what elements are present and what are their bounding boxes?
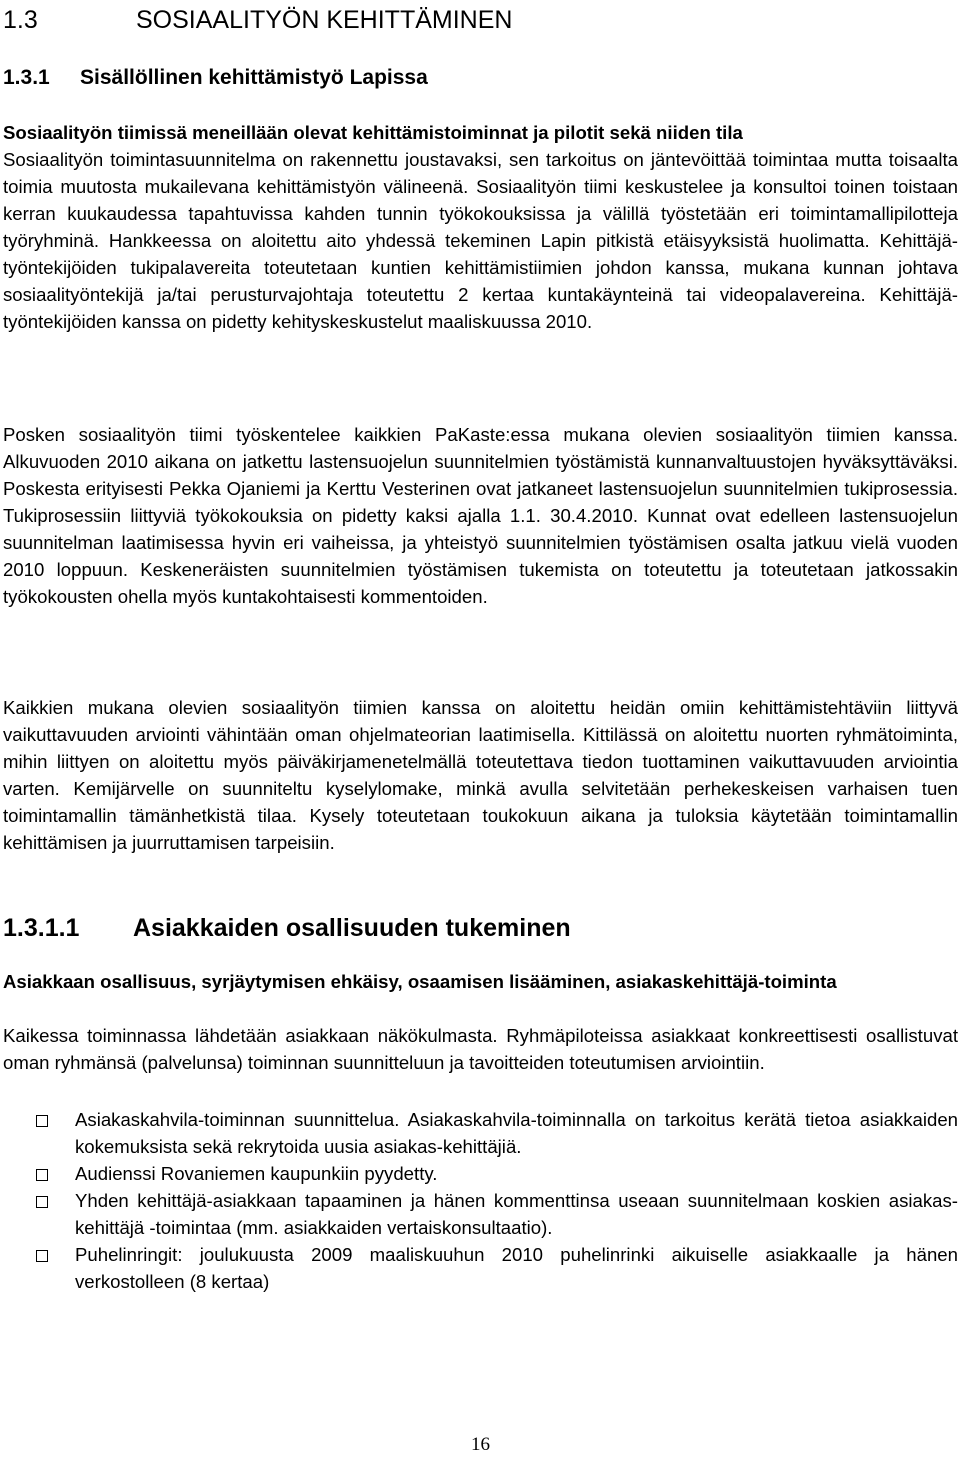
subsubsection-number: 1.3.1.1 [3,914,80,942]
square-bullet-icon [36,1250,48,1262]
list-item-text: Puhelinringit: joulukuusta 2009 maaliskuuhun 2010 puhelinrinki aikuiselle asiakkaalle ja hänen verkostolleen (8 kertaa) [75,1244,958,1292]
subsection-number: 1.3.1 [3,66,50,89]
list-item [3,1106,958,1160]
bold-subheading: Asiakkaan osallisuus, syrjäytymisen ehkäisy, osaamisen lisääminen, asiakaskehittäjä-toiminta [3,971,837,992]
list-item [3,1241,958,1295]
list-item [3,1187,958,1241]
section-heading [3,4,512,36]
paragraph-1-body: Sosiaalityön toimintasuunnitelma on rakennettu joustavaksi, sen tarkoitus on jäntevöittää toimintaa mutta toisaalta toimia muutosta mukailevana kehittämistyön välineenä. Sosiaalityön tiimi keskustelee ja konsultoi toinen toistaan kerran kuukaudessa tapahtuvissa kahden tunnin työkokouksissa ja välillä työstetään eri toimintamallipilotteja työryhminä. Hankkeessa on aloitettu aito yhdessä tekeminen Lapin pitkistä etäisyyksistä huolimatta. Kehittäjä-työntekijöiden tukipalavereita toteutetaan kuntien kehittämistiimien johdon kanssa, mukana kunnan johtava sosiaalityöntekijä ja/tai perusturvajohtaja toteutettu 2 kertaa kuntakäynteinä tai videopalavereina. Kehittäjä-työntekijöiden kanssa on pidetty kehityskeskustelut maaliskuussa 2010. [3,149,958,332]
bullet-list [3,1106,958,1295]
list-item-text: Asiakaskahvila-toiminnan suunnittelua. Asiakaskahvila-toiminnalla on tarkoitus kerätä tietoa asiakkaiden kokemuksista sekä rekrytoida uusia asiakas-kehittäjiä. [75,1109,958,1157]
paragraph-1 [3,119,958,335]
square-bullet-icon [36,1169,48,1181]
page-number: 16 [471,1434,490,1455]
subsection-heading [3,64,428,92]
section-title: SOSIAALITYÖN KEHITTÄMINEN [136,6,513,34]
square-bullet-icon [36,1196,48,1208]
list-item-text: Audienssi Rovaniemen kaupunkiin pyydetty. [75,1163,438,1184]
subsubsection-title: Asiakkaiden osallisuuden tukeminen [133,914,571,942]
paragraph-3: Kaikkien mukana olevien sosiaalityön tiimien kanssa on aloitettu heidän omiin kehittämistehtäviin liittyvä vaikuttavuuden arviointi vähintään oman ohjelmateorian laatimisella. Kittilässä on aloitettu nuorten ryhmätoiminta, mihin liittyen on aloitettu myös päiväkirjamenetelmällä toteutettava tiedon tuottaminen vaikuttavuuden arviointia varten. Kemijärvelle on suunniteltu kyselylomake, minkä avulla selvitetään perhekeskeisen varhaisen tuen toimintamallin tämänhetkistä tilaa. Kysely toteutetaan toukokuun aikana ja tuloksia käytetään toimintamallin kehittämisen ja juurruttamisen tarpeisiin. [3,697,958,853]
paragraph-1-lead: Sosiaalityön tiimissä meneillään olevat kehittämistoiminnat ja pilotit sekä niiden tila [3,122,743,143]
list-item [3,1160,958,1187]
subsection-title: Sisällöllinen kehittämistyö Lapissa [80,66,428,89]
section-number: 1.3 [3,6,38,34]
subsubsection-heading [3,912,571,944]
list-item-text: Yhden kehittäjä-asiakkaan tapaaminen ja hänen kommenttinsa useaan suunnitelmaan koskien asiakas-kehittäjä -toimintaa (mm. asiakkaiden vertaiskonsultaatio). [75,1190,958,1238]
paragraph-2: Posken sosiaalityön tiimi työskentelee kaikkien PaKaste:essa mukana olevien sosiaalityön tiimien kanssa. Alkuvuoden 2010 aikana on jatkettu lastensuojelun suunnitelmien työstämistä kunnanvaltuustojen hyväksyttäväksi. Poskesta erityisesti Pekka Ojaniemi ja Kerttu Vesterinen ovat jatkaneet lastensuojelun suunnitelmien tukiprosessia. Tukiprosessiin liittyviä työkokouksia on pidetty kaksi ajalla 1.1. 30.4.2010. Kunnat ovat edelleen lastensuojelun suunnitelman laatimisessa hyvin eri vaiheissa, ja yhteistyö suunnitelmien työstämisen osalta jatkuu vielä vuoden 2010 loppuun. Keskeneräisten suunnitelmien työstämisen tukemista on toteutettu ja toteutetaan jatkossakin työkokousten ohella myös kuntakohtaisesti kommentoiden. [3,424,958,607]
paragraph-4: Kaikessa toiminnassa lähdetään asiakkaan näkökulmasta. Ryhmäpiloteissa asiakkaat konkreettisesti osallistuvat oman ryhmänsä (palvelunsa) toiminnan suunnitteluun ja tavoitteiden toteutumisen arviointiin. [3,1025,958,1073]
square-bullet-icon [36,1115,48,1127]
